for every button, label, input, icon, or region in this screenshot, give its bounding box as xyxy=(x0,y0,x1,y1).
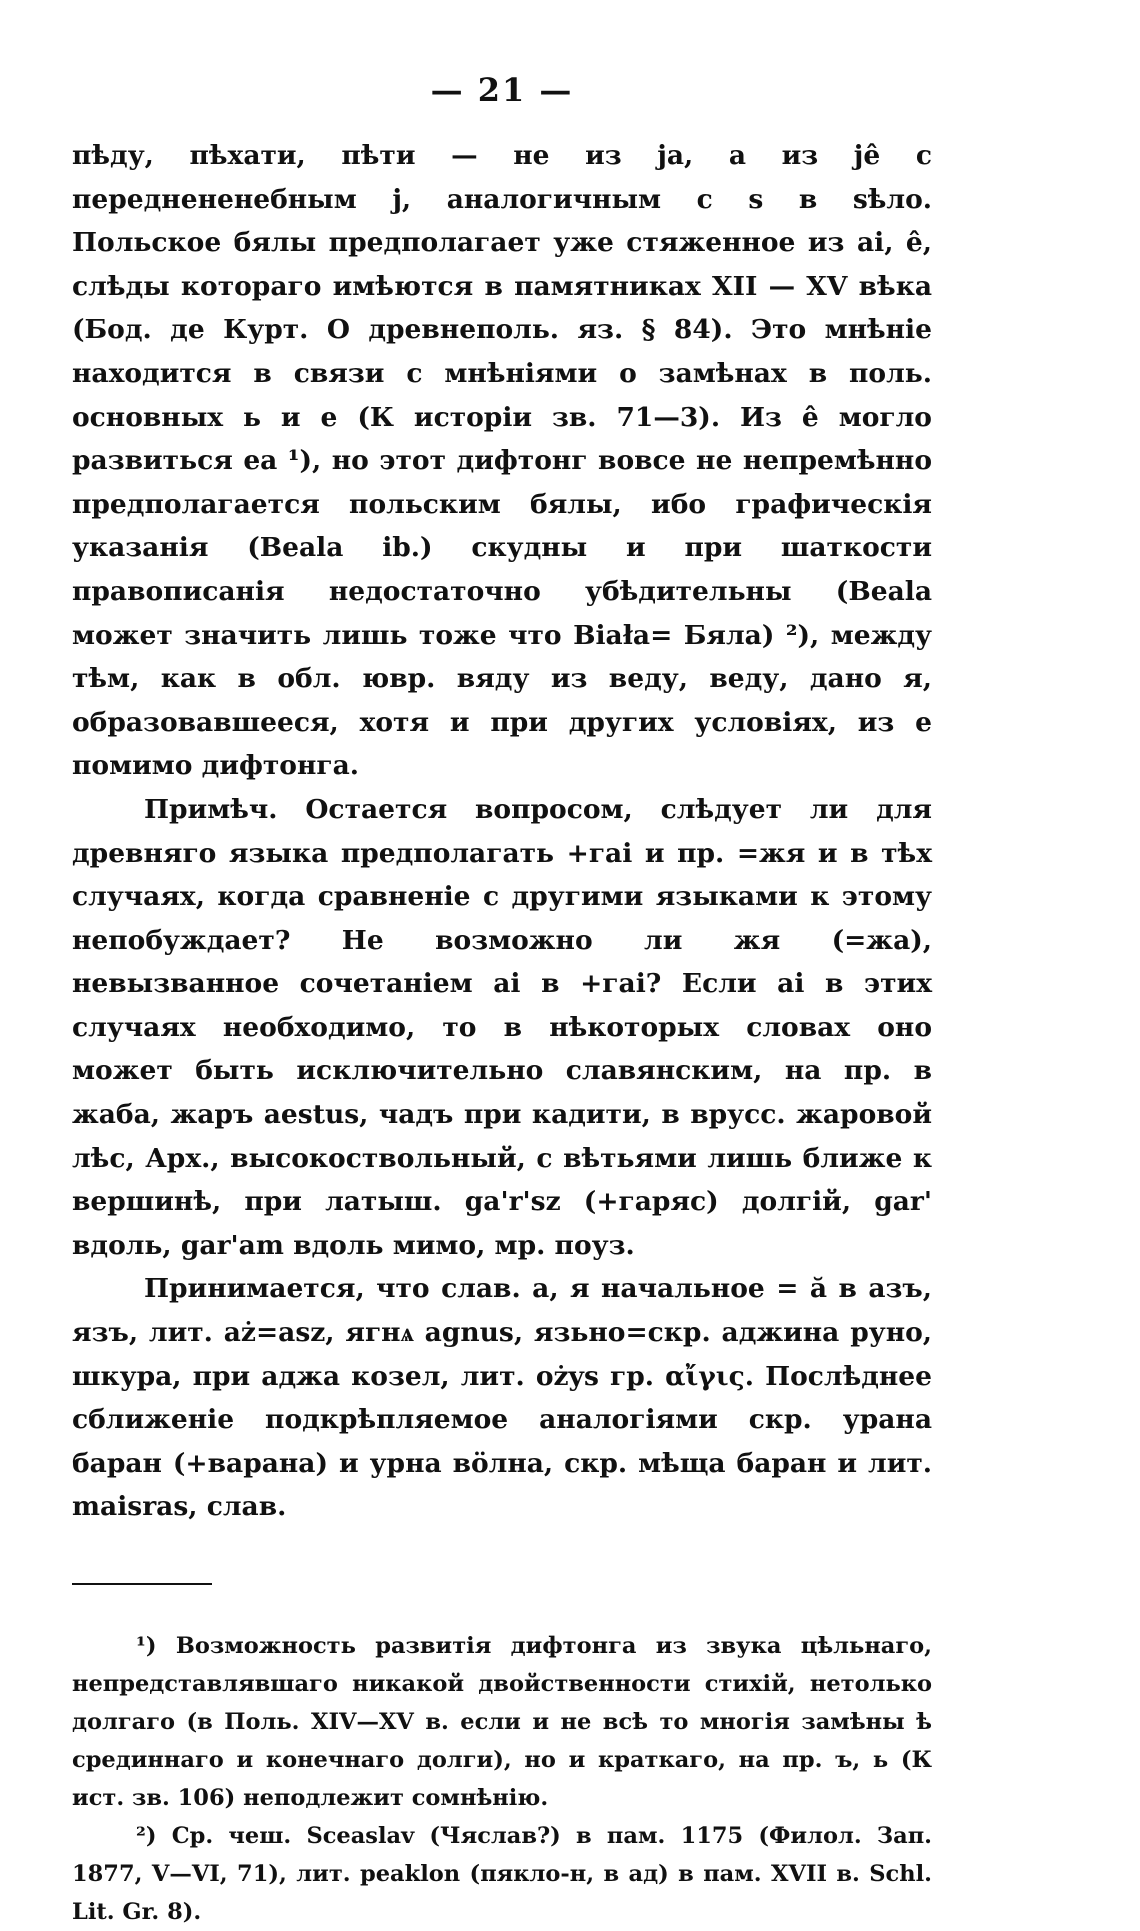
paragraph-3: Принимается, что слав. а, я начальное = ă в азъ, язъ, лит. aż=asz, ягнѧ agnus, язьно=скр. аджина руно, шкура, при аджа козел, лит. ożys гр. αἴγις. Послѣднее сближеніе подкрѣпляемое аналогіями скр. урана баран (+варана) и урна вӧлна, скр. мѣща баран и лит. maisras, слав. xyxy=(72,1273,932,1523)
footnote-2: ²) Ср. чеш. Sceaslav (Чяслав?) в пам. 1175 (Филол. Зап. 1877, V—VI, 71), лит. peaklon (пякло-н, в ад) в пам. XVII в. Schl. Lit. Gr. 8). xyxy=(72,1823,932,1925)
main-text xyxy=(72,134,932,1529)
paragraph-2-note: Примѣч. Остается вопросом, слѣдует ли для древняго языка предполагать +гаі и пр. =жя и в тѣх случаях, когда сравненіе с другими языками к этому непобуждает? Не возможно ли жя (=жа), невызванное сочетаніем ai в +гаі? Если ai в этих случаях необходимо, то в нѣкоторых словах оно может быть исключительно славянским, на пр. в жаба, жаръ aestus, чадъ при кадити, в врусс. жаровой лѣс, Арх., высокоствольный, с вѣтьями лишь ближе к вершинѣ, при латыш. ga'r'sz (+гаряс) долгій, gar' вдоль, gar'am вдоль мимо, мр. поуз. xyxy=(72,793,932,1261)
page-number: — 21 — xyxy=(430,71,574,109)
footnotes xyxy=(72,1627,932,1931)
footnote-separator xyxy=(72,1583,212,1585)
paragraph-1: пѣду, пѣхати, пѣти — не из ja, а из jê с переднененебным j, аналогичным с s в sѣло. Польское бялы предполагает уже стяженное из ai, ê, слѣды котораго имѣются в памятниках XII — XV вѣка (Бод. де Курт. О древнеполь. яз. § 84). Это мнѣніе находится в связи с мнѣніями о замѣнах в поль. основных ь и е (К исторіи зв. 71—3). Из ê могло развиться ea ¹), но этот дифтонг вовсе не непремѣнно предполагается польским бялы, ибо графическія указанія (Beala ib.) скудны и при шаткости правописанія недостаточно убѣдительны (Beala может значить лишь тоже что Biała= Бяла) ²), между тѣм, как в обл. ювр. вяду из веду, веду, дано я, образовавшееся, хотя и при других условіях, из е помимо дифтонга. xyxy=(72,140,932,782)
book-page xyxy=(72,70,932,1925)
footnote-1: ¹) Возможность развитія дифтонга из звука цѣльнаго, непредставлявшаго никакой двойственности стихій, нетолько долгаго (в Поль. XIV—XV в. если и не всѣ то многія замѣны ѣ срединнаго и конечнаго долги), но и краткаго, на пр. ъ, ь (К ист. зв. 106) неподлежит сомнѣнію. xyxy=(72,1633,932,1811)
